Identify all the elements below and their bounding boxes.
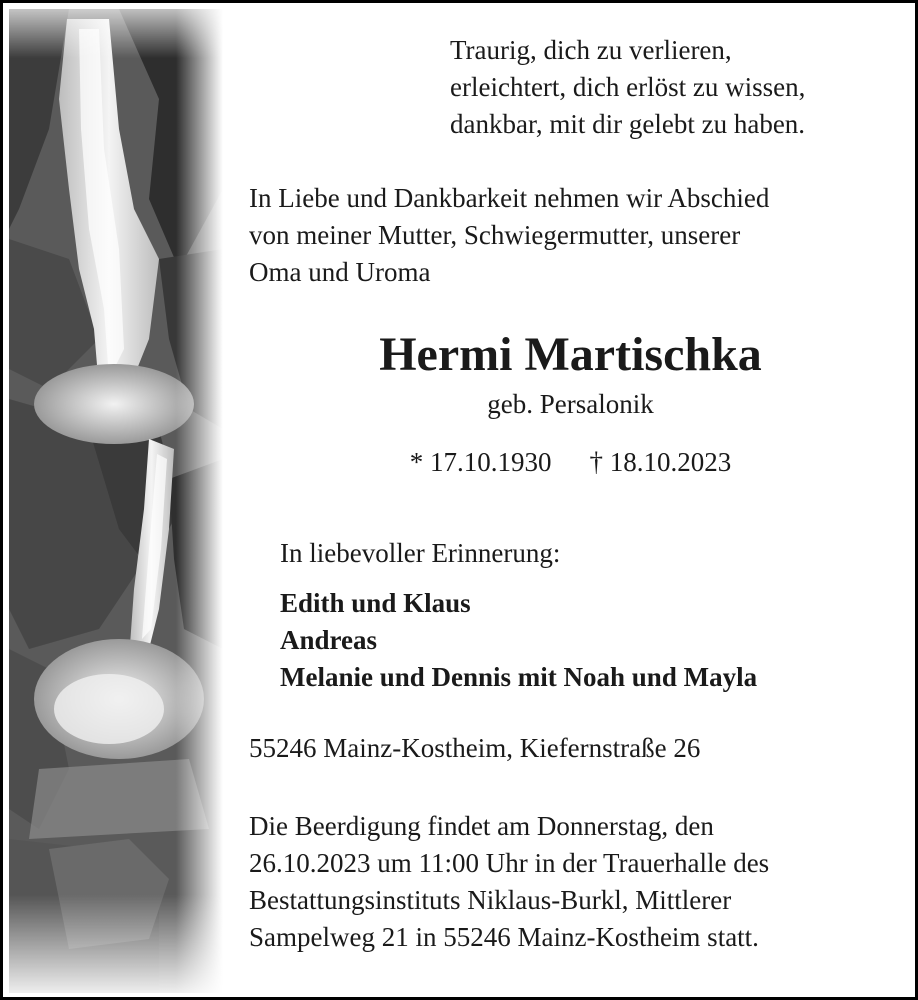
funeral-line: Bestattungsinstituts Niklaus-Burkl, Mittlerer bbox=[249, 885, 732, 915]
funeral-info bbox=[249, 808, 769, 956]
intro-line: von meiner Mutter, Schwiegermutter, unserer bbox=[249, 220, 741, 250]
funeral-line: Die Beerdigung findet am Donnerstag, den bbox=[249, 811, 714, 841]
poem bbox=[450, 32, 805, 143]
deceased-name: Hermi Martischka bbox=[379, 328, 762, 381]
family-member: Melanie und Dennis mit Noah und Mayla bbox=[280, 662, 758, 692]
birth-date: * 17.10.1930 bbox=[409, 447, 552, 477]
intro-line: In Liebe und Dankbarkeit nehmen wir Abschied bbox=[249, 183, 770, 213]
funeral-line: Sampelweg 21 in 55246 Mainz-Kostheim statt. bbox=[249, 922, 759, 952]
poem-line: erleichtert, dich erlöst zu wissen, bbox=[450, 72, 806, 102]
poem-line: Traurig, dich zu verlieren, bbox=[450, 35, 732, 65]
memory-label: In liebevoller Erinnerung: bbox=[280, 538, 561, 568]
intro-text bbox=[249, 180, 769, 291]
family-member: Andreas bbox=[280, 625, 378, 655]
poem-line: dankbar, mit dir gelebt zu haben. bbox=[450, 109, 806, 139]
intro-line: Oma und Uroma bbox=[249, 257, 431, 287]
family-address: 55246 Mainz-Kostheim, Kiefernstraße 26 bbox=[249, 733, 701, 763]
funeral-line: 26.10.2023 um 11:00 Uhr in der Trauerhalle des bbox=[249, 848, 770, 878]
family-member: Edith und Klaus bbox=[280, 588, 471, 618]
family-list bbox=[280, 585, 757, 696]
waterfall-photo bbox=[9, 9, 223, 993]
maiden-name: geb. Persalonik bbox=[487, 389, 654, 419]
life-dates bbox=[223, 444, 918, 481]
death-date: † 18.10.2023 bbox=[589, 447, 732, 477]
